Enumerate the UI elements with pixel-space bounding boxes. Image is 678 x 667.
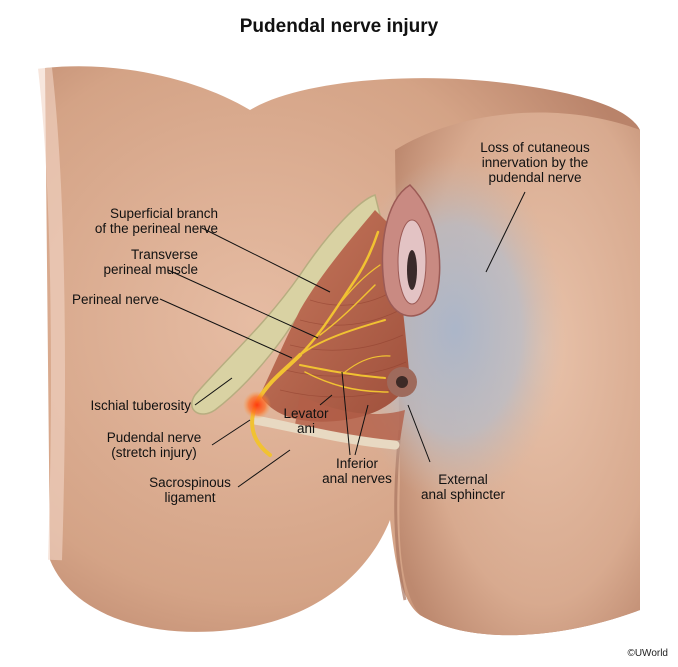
label-transverse-perineal-muscle: Transverse perineal muscle — [103, 247, 198, 277]
label-sacrospinous-ligament: Sacrospinous ligament — [149, 475, 231, 505]
injury-site — [243, 391, 271, 419]
label-perineal-nerve: Perineal nerve — [71, 292, 159, 307]
diagram-title: Pudendal nerve injury — [239, 16, 439, 37]
label-inferior-anal-nerves: Inferior anal nerves — [322, 456, 392, 486]
label-pudendal-nerve: Pudendal nerve (stretch injury) — [106, 430, 202, 460]
label-superficial-branch: Superficial branch of the perineal nerve — [94, 206, 218, 236]
label-levator-ani: Levator ani — [283, 406, 329, 436]
copyright: ©UWorld — [627, 648, 668, 659]
label-ischial-tuberosity: Ischial tuberosity — [90, 398, 191, 413]
label-external-anal-sphincter: External anal sphincter — [420, 472, 506, 502]
anus — [387, 367, 417, 397]
label-loss-of-cutaneous-innervation: Loss of cutaneous innervation by the pudendal nerve — [480, 140, 590, 185]
